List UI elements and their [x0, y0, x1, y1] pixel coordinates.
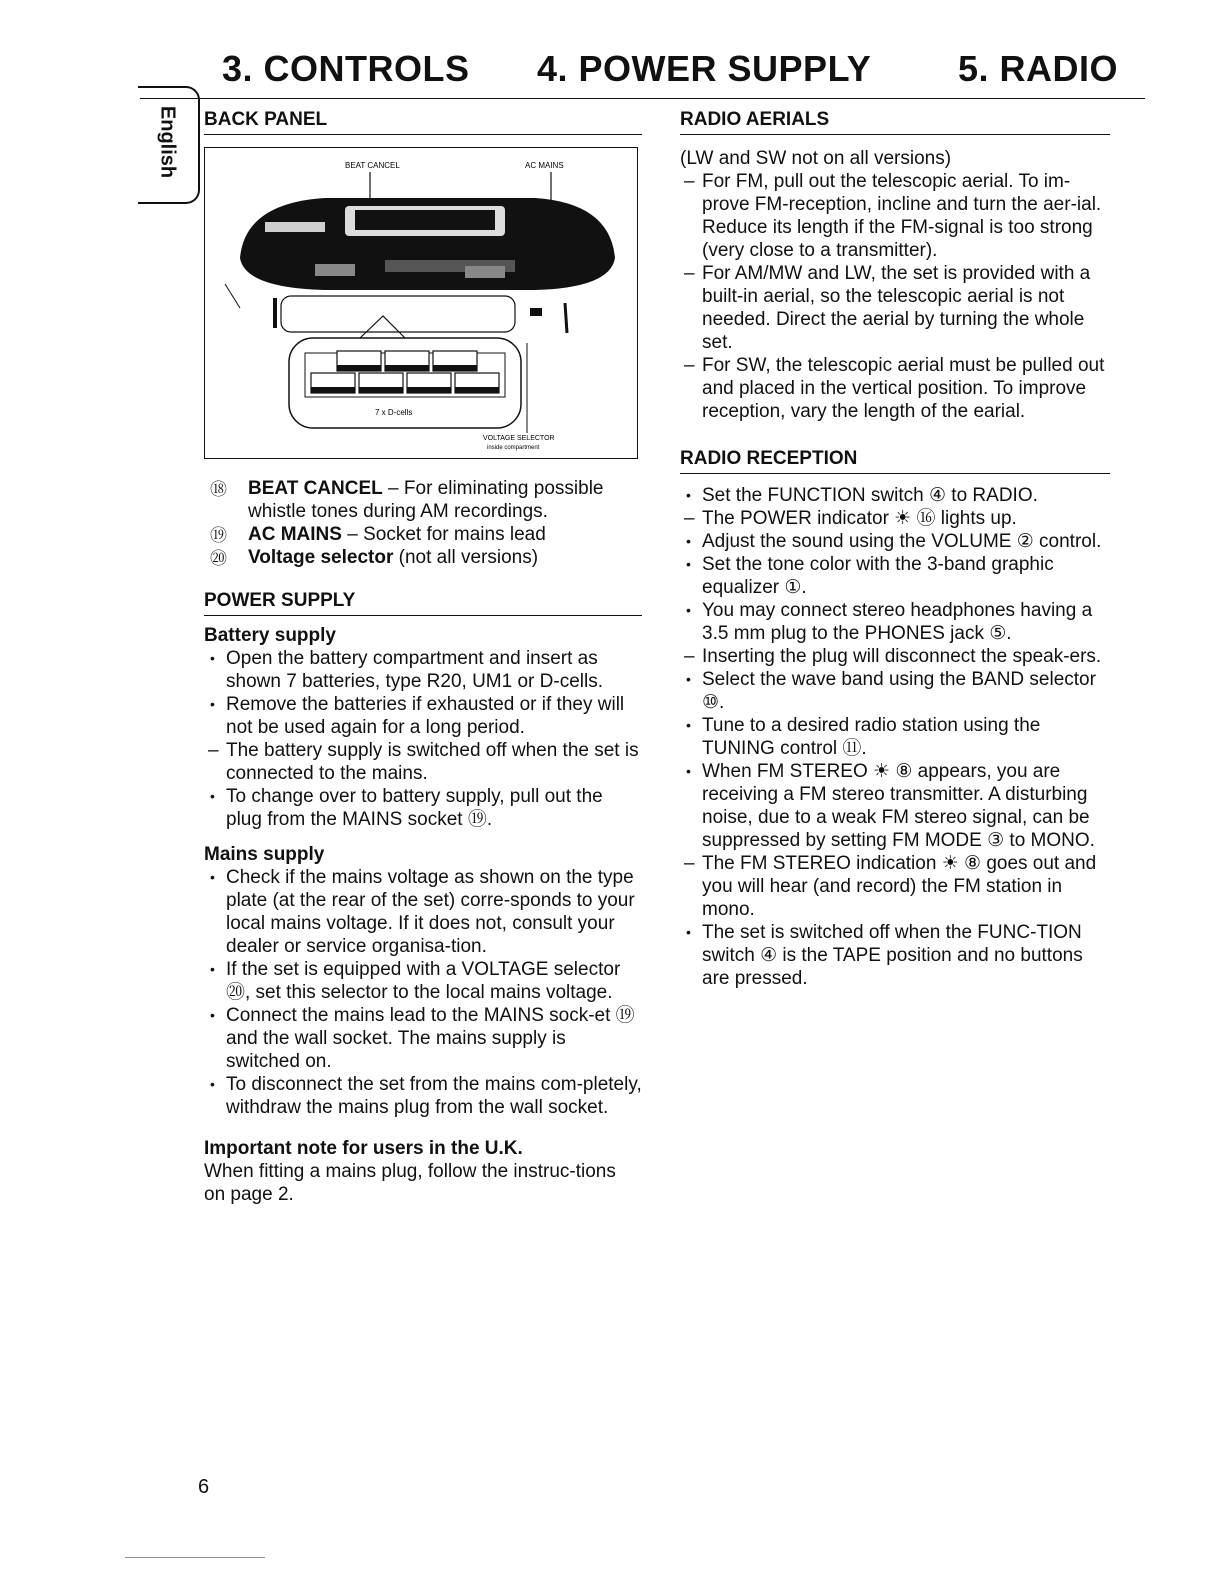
legend-term: AC MAINS: [248, 524, 342, 545]
legend-item: [204, 546, 642, 569]
legend-number: ⑲: [210, 526, 227, 545]
list-item: • If the set is equipped with a VOLTAGE selector ⑳, set this selector to the local mains voltage.: [210, 959, 621, 1003]
fig-label-voltage-selector: VOLTAGE SELECTOR: [483, 435, 555, 442]
list-item: • Open the battery compartment and insert as shown 7 batteries, type R20, UM1 or D-cells.: [210, 648, 603, 692]
page-number: 6: [198, 1476, 210, 1498]
list-item: – For FM, pull out the telescopic aerial. To im-prove FM-reception, incline and turn the aer-ial. Reduce its length if the FM-signal is too strong (very close to a transmitter).: [684, 171, 1102, 261]
list-item: • Connect the mains lead to the MAINS sock-et ⑲ and the wall socket. The mains supply is switched on.: [210, 1005, 635, 1072]
language-tab: [138, 86, 202, 204]
list-item: – For AM/MW and LW, the set is provided with a built-in aerial, so the telescopic aerial is not needed. Direct the aerial by turning the whole set.: [684, 263, 1091, 353]
list-item: • Tune to a desired radio station using the TUNING control ⑪.: [686, 715, 1041, 759]
left-column: [204, 108, 642, 1206]
header-controls: 3. CONTROLS: [222, 48, 470, 89]
radio-aerials-intro: (LW and SW not on all versions): [680, 148, 952, 169]
footer-rule: [125, 1557, 265, 1558]
list-item: • The set is switched off when the FUNC-TION switch ④ is the TAPE position and no buttons are pressed.: [686, 922, 1083, 989]
radio-aerials-title: RADIO AERIALS: [680, 108, 1110, 135]
uk-note-title: Important note for users in the U.K.: [204, 1138, 523, 1159]
list-item: • When FM STEREO ☀ ⑧ appears, you are receiving a FM stereo transmitter. A disturbing noise, due to a weak FM stereo signal, can be suppressed by setting FM MODE ③ to MONO.: [686, 761, 1095, 851]
mains-supply-title: Mains supply: [204, 844, 325, 865]
list-item: – Inserting the plug will disconnect the speak-ers.: [684, 646, 1102, 667]
back-panel-title: BACK PANEL: [204, 108, 642, 135]
fig-label-ac-mains: AC MAINS: [525, 161, 564, 170]
legend-number: ⑳: [210, 549, 227, 568]
right-column: [680, 108, 1110, 990]
legend-item: [204, 477, 642, 523]
uk-note-text: When fitting a mains plug, follow the instruc-tions on page 2.: [204, 1161, 616, 1205]
mains-supply-list: [204, 866, 642, 1119]
legend-term: Voltage selector: [248, 547, 394, 568]
list-item: – The FM STEREO indication ☀ ⑧ goes out and you will hear (and record) the FM station in mono.: [684, 853, 1097, 920]
power-supply-title: POWER SUPPLY: [204, 589, 642, 616]
list-item: • Adjust the sound using the VOLUME ② control.: [686, 531, 1102, 552]
list-item: • Set the tone color with the 3-band graphic equalizer ①.: [686, 554, 1054, 598]
back-panel-figure: [204, 147, 638, 459]
header-rule: [140, 98, 1145, 99]
list-item: • You may connect stereo headphones having a 3.5 mm plug to the PHONES jack ⑤.: [686, 600, 1093, 644]
battery-supply-list: [204, 647, 642, 831]
legend-text: – For eliminating possible whistle tones during AM recordings.: [248, 478, 604, 522]
fig-label-beat-cancel: BEAT CANCEL: [345, 161, 400, 170]
list-item: • Remove the batteries if exhausted or if they will not be used again for a long period.: [210, 694, 625, 738]
legend-text: (not all versions): [393, 547, 539, 568]
legend-text: – Socket for mains lead: [341, 524, 546, 545]
list-item: – The battery supply is switched off when the set is connected to the mains.: [208, 740, 639, 784]
legend-term: BEAT CANCEL: [248, 478, 383, 499]
list-item: • To disconnect the set from the mains com-pletely, withdraw the mains plug from the wall socket.: [210, 1074, 642, 1118]
legend-item: [204, 523, 642, 546]
radio-reception-title: RADIO RECEPTION: [680, 447, 1110, 474]
list-item: • Select the wave band using the BAND selector ⑩.: [686, 669, 1096, 713]
back-panel-legend: [204, 477, 642, 569]
fig-label-cells: 7 x D-cells: [375, 408, 413, 417]
radio-reception-list: [680, 484, 1110, 990]
list-item: • To change over to battery supply, pull out the plug from the MAINS socket ⑲.: [210, 786, 603, 830]
legend-number: ⑱: [210, 480, 227, 499]
fig-label-inside-compartment: inside compartment: [487, 445, 540, 451]
list-item: • Set the FUNCTION switch ④ to RADIO.: [686, 485, 1038, 506]
radio-back-illustration: [205, 148, 637, 458]
radio-aerials-list: [680, 170, 1110, 423]
header-power-supply: 4. POWER SUPPLY: [537, 48, 872, 89]
battery-supply-title: Battery supply: [204, 625, 336, 646]
list-item: – For SW, the telescopic aerial must be pulled out and placed in the vertical position. To improve reception, vary the length of the earial.: [684, 355, 1105, 422]
header-radio: 5. RADIO: [958, 48, 1119, 89]
list-item: • Check if the mains voltage as shown on the type plate (at the rear of the set) corre-sponds to your local mains voltage. If it does not, consult your dealer or service organisa-tion.: [210, 867, 635, 957]
language-tab-label: English: [156, 105, 179, 179]
list-item: – The POWER indicator ☀ ⑯ lights up.: [684, 508, 1017, 529]
